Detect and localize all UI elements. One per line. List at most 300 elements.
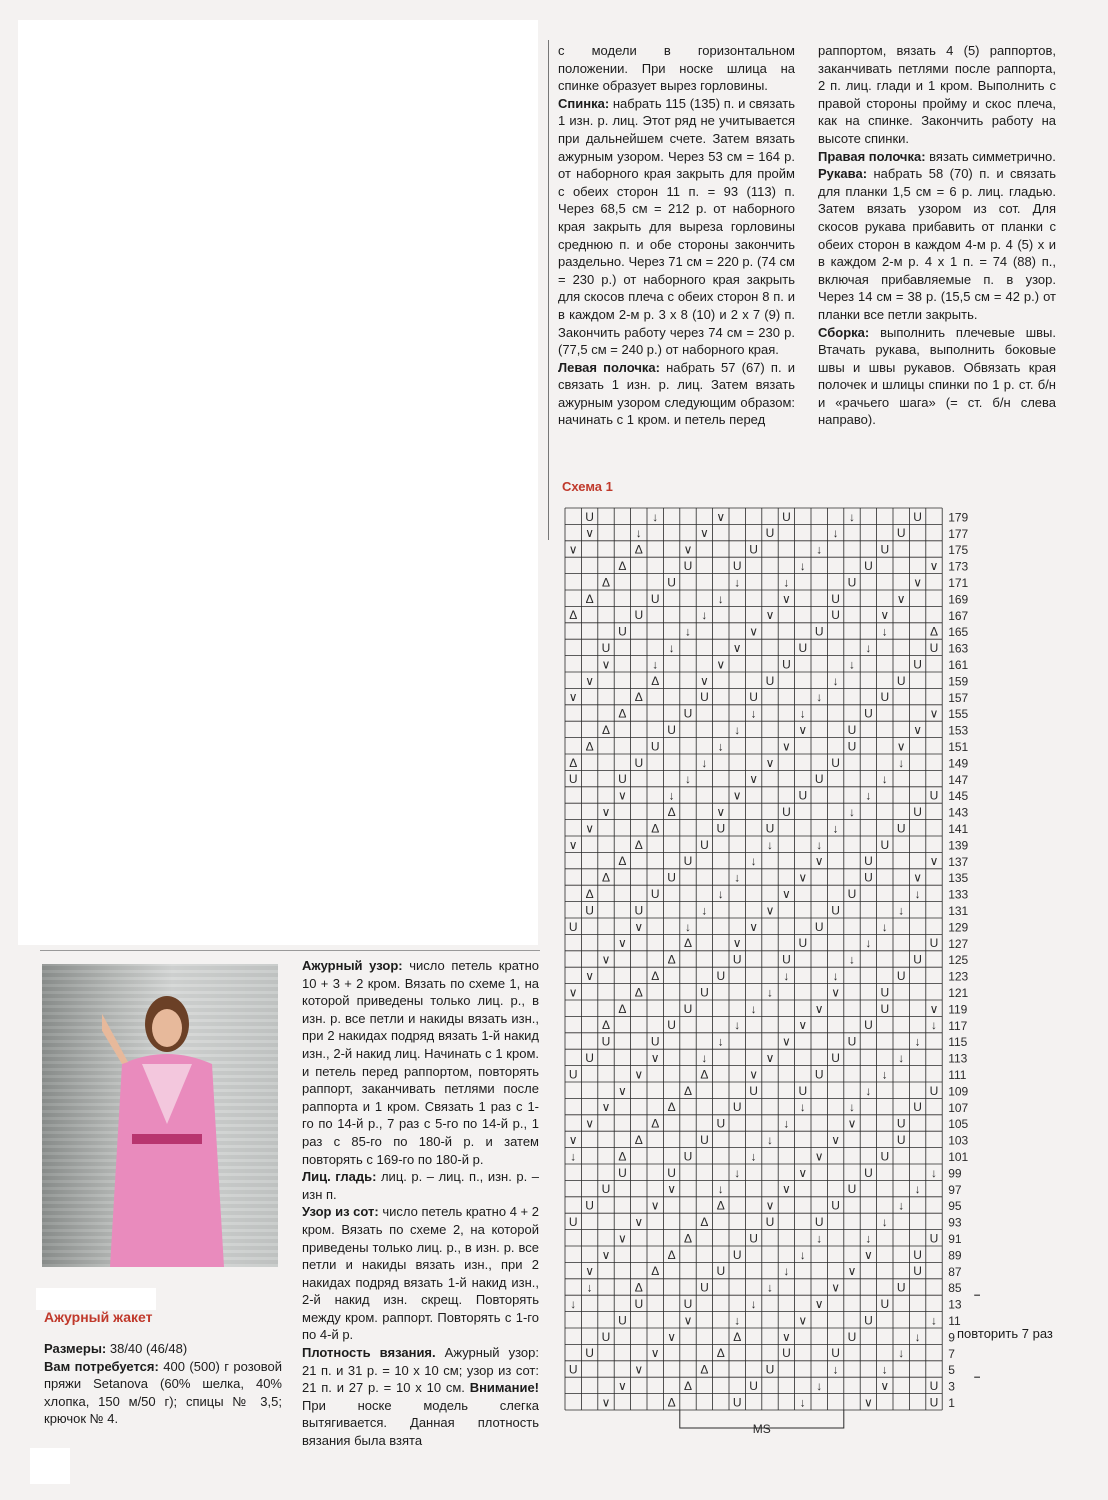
row-number: 141 xyxy=(948,822,969,837)
chart-symbol: U xyxy=(880,985,890,1000)
chart-symbol: ↓ xyxy=(734,1018,741,1033)
chart-symbol: ↓ xyxy=(570,1149,577,1164)
openwork-text: число петель кратно 10 + 3 + 2 кром. Вязать по схеме 1, на которой приведены только лиц. р., в изн. р. все петли и накиды вязать изн., при 2 накидах подряд вязать 1-й накид изн., 2-й накид лиц. Начинать с 1 кром. и петель перед раппортом, повторять раппорт, заканчивать петлями после раппорта и 1 кром. Связать 1 раз с 1-го по 14-й р., 7 раз с 5-го по 14-й р., 1 раз с 85-го по 180-й р. и затем повторять с 169-го по 180-й р. xyxy=(302,958,539,1167)
chart-symbol: ∨ xyxy=(700,526,709,541)
page-number-box xyxy=(30,1448,70,1484)
chart-symbol: Δ xyxy=(634,542,643,557)
need-label: Вам потребуется: xyxy=(44,1358,159,1374)
row-number: 1 xyxy=(948,1396,955,1411)
right-front-label: Правая полочка: xyxy=(818,148,926,164)
row-number: 3 xyxy=(948,1379,955,1394)
section-divider xyxy=(40,950,540,951)
column-divider xyxy=(548,40,549,540)
chart-symbol: U xyxy=(864,854,873,869)
chart-symbol: Δ xyxy=(618,854,627,869)
chart-symbol: ∨ xyxy=(634,1362,644,1377)
chart-symbol: ↓ xyxy=(701,755,708,770)
chart-symbol: ∨ xyxy=(765,903,775,918)
chart-symbol: Δ xyxy=(585,739,594,754)
chart-symbol: U xyxy=(913,1264,922,1279)
ms-label: MS xyxy=(752,1422,771,1435)
chart-symbol: U xyxy=(913,952,922,967)
chart-symbol: Δ xyxy=(733,1329,742,1344)
chart-symbol: ∨ xyxy=(913,870,922,885)
openwork-label: Ажурный узор: xyxy=(302,958,403,973)
chart-symbol: ↓ xyxy=(586,1280,593,1295)
row-number: 11 xyxy=(948,1314,961,1329)
chart-symbol: ↓ xyxy=(832,673,839,688)
chart-symbol: U xyxy=(732,952,742,967)
chart-symbol: U xyxy=(913,804,922,819)
chart-symbol: U xyxy=(929,1231,939,1246)
chart-symbol: U xyxy=(716,968,726,983)
chart-symbol: ↓ xyxy=(685,624,691,639)
chart-symbol: ∨ xyxy=(601,1247,611,1262)
chart-symbol: Δ xyxy=(651,821,660,836)
chart-symbol: ↓ xyxy=(865,640,872,655)
chart-symbol: ∨ xyxy=(847,1116,857,1131)
chart-symbol: U xyxy=(864,558,873,573)
left-front-text: набрать 57 (67) п. и связать 1 изн. р. лиц. Затем вязать ажурным узором следующим образом: начинать с 1 кром. и петель перед xyxy=(558,359,795,428)
chart-symbol: ↓ xyxy=(734,1313,741,1328)
chart-symbol: ↓ xyxy=(701,608,708,623)
row-number: 95 xyxy=(948,1199,962,1214)
chart-symbol: U xyxy=(716,821,726,836)
chart-symbol: U xyxy=(864,1313,873,1328)
chart-symbol: U xyxy=(913,657,922,672)
row-number: 123 xyxy=(948,969,969,984)
chart-symbol: ↓ xyxy=(783,968,790,983)
chart-symbol: U xyxy=(568,1214,578,1229)
chart-symbol: ↓ xyxy=(783,1116,790,1131)
knitting-chart xyxy=(560,505,980,1435)
chart-symbol: U xyxy=(880,837,890,852)
chart-symbol: ∨ xyxy=(634,1214,644,1229)
row-number: 85 xyxy=(948,1281,962,1296)
chart-symbol: Δ xyxy=(634,1280,643,1295)
row-number: 91 xyxy=(948,1232,962,1247)
chart-symbol: Δ xyxy=(651,968,660,983)
chart-symbol: ∨ xyxy=(831,1280,840,1295)
intro-text: с модели в горизонтальном положении. При носке шлица на спинке образует вырез горловины. xyxy=(558,43,795,94)
chart-symbol: ∨ xyxy=(929,558,939,573)
chart-symbol: U xyxy=(650,739,660,754)
chart-symbol: ∨ xyxy=(749,772,758,787)
chart-symbol: U xyxy=(831,1346,840,1361)
chart-symbol: ∨ xyxy=(650,1050,660,1065)
chart-symbol: U xyxy=(847,739,857,754)
chart-symbol: Δ xyxy=(716,1198,725,1213)
chart-symbol: U xyxy=(667,722,676,737)
chart-symbol: ↓ xyxy=(881,1214,888,1229)
chart-symbol: ∨ xyxy=(568,985,578,1000)
chart-symbol: U xyxy=(782,509,791,524)
chart-symbol: U xyxy=(683,854,693,869)
chart-symbol: ∨ xyxy=(782,739,791,754)
chart-symbol: ↓ xyxy=(767,985,773,1000)
chart-symbol: ∨ xyxy=(618,936,627,951)
chart-symbol: Δ xyxy=(716,1346,725,1361)
chart-symbol: U xyxy=(782,1346,791,1361)
chart-symbol: U xyxy=(929,788,939,803)
chart-symbol: Δ xyxy=(651,673,660,688)
right-front-text: вязать симметрично. xyxy=(925,148,1056,164)
chart-symbol: U xyxy=(847,575,857,590)
chart-symbol: ↓ xyxy=(799,1247,806,1262)
chart-symbol: U xyxy=(847,1034,857,1049)
chart-symbol: ∨ xyxy=(782,886,791,901)
chart-symbol: U xyxy=(798,788,808,803)
chart-symbol: U xyxy=(896,673,906,688)
chart-symbol: U xyxy=(749,1378,758,1393)
materials-text xyxy=(44,1340,282,1428)
chart-symbol: U xyxy=(601,1182,611,1197)
chart-symbol: ↓ xyxy=(685,772,691,787)
chart-symbol: ∨ xyxy=(896,739,906,754)
chart-symbol: ↓ xyxy=(685,919,691,934)
chart-symbol: ∨ xyxy=(929,706,939,721)
chart-symbol: U xyxy=(568,919,578,934)
chart-symbol: ∨ xyxy=(798,1165,808,1180)
chart-symbol: ↓ xyxy=(881,772,888,787)
chart-symbol: U xyxy=(814,624,824,639)
chart-symbol: U xyxy=(601,640,611,655)
chart-symbol: ∨ xyxy=(683,1313,693,1328)
chart-symbol: U xyxy=(814,1067,824,1082)
row-number: 171 xyxy=(948,576,969,591)
chart-symbol: U xyxy=(667,575,676,590)
chart-symbol: U xyxy=(798,1083,808,1098)
row-number: 107 xyxy=(948,1100,969,1115)
chart-symbol: ∨ xyxy=(585,673,594,688)
chart-symbol: ↓ xyxy=(783,1264,790,1279)
row-number: 163 xyxy=(948,641,969,656)
chart-symbol: ↓ xyxy=(816,1231,823,1246)
chart-symbol: U xyxy=(700,985,709,1000)
chart-symbol: ∨ xyxy=(782,1329,791,1344)
chart-symbol: U xyxy=(896,1132,906,1147)
chart-symbol: U xyxy=(896,1280,906,1295)
chart-symbol: ∨ xyxy=(798,1018,808,1033)
sleeves-text: набрать 58 (70) п. и связать для планки 1,5 см = 6 р. лиц. гладью. Затем вязать узором из сот. Для скосов рукава прибавить от планки с обеих сторон в каждом 4-м р. 4 (5) х и в каждом 2-м р. 4 х 1 п. = 74 (88) п., включая прибавляемые п. в узор. Через 14 см = 38 р. (15,5 см = 42 р.) от планки все петли закрыть. xyxy=(818,166,1056,322)
chart-symbol: ∨ xyxy=(585,821,594,836)
chart-symbol: ↓ xyxy=(750,1149,757,1164)
chart-symbol: U xyxy=(814,919,824,934)
chart-symbol: U xyxy=(683,1296,693,1311)
chart-symbol: U xyxy=(650,886,660,901)
chart-symbol: U xyxy=(634,903,644,918)
chart-symbol: U xyxy=(765,673,775,688)
chart-symbol: ∨ xyxy=(896,591,906,606)
chart-symbol: ∨ xyxy=(864,1247,873,1262)
chart-symbol: Δ xyxy=(651,1116,660,1131)
chart-symbol: U xyxy=(667,1018,676,1033)
chart-symbol: ∨ xyxy=(831,1132,840,1147)
pattern-instructions xyxy=(302,957,539,1450)
chart-symbol: ↓ xyxy=(849,1100,855,1115)
chart-symbol: ∨ xyxy=(667,1329,676,1344)
row-number: 133 xyxy=(948,887,969,902)
left-front-label: Левая полочка: xyxy=(558,359,660,375)
chart-symbol: U xyxy=(929,640,939,655)
chart-symbol: ↓ xyxy=(767,837,773,852)
stockinette-label: Лиц. гладь: xyxy=(302,1169,377,1185)
chart-symbol: U xyxy=(782,804,791,819)
chart-symbol: ↓ xyxy=(914,1329,921,1344)
chart-symbol: ∨ xyxy=(798,870,808,885)
chart-symbol: Δ xyxy=(667,1100,676,1115)
chart-symbol: U xyxy=(831,608,840,623)
chart-symbol: ∨ xyxy=(716,509,726,524)
chart-symbol: ↓ xyxy=(816,690,823,705)
chart-symbol: U xyxy=(831,1198,840,1213)
gauge-label: Плотность вязания. xyxy=(302,1345,436,1361)
row-number: 157 xyxy=(948,690,969,705)
chart-symbol: U xyxy=(568,1067,578,1082)
chart-symbol: ∨ xyxy=(568,542,578,557)
chart-symbol: ∨ xyxy=(618,1231,627,1246)
row-number: 119 xyxy=(948,1002,968,1017)
chart-symbol: ↓ xyxy=(635,526,642,541)
chart-symbol: U xyxy=(847,1329,857,1344)
row-number: 165 xyxy=(948,625,969,640)
chart-symbol: ↓ xyxy=(668,788,675,803)
chart-symbol: ↓ xyxy=(816,1378,823,1393)
chart-symbol: Δ xyxy=(651,1264,660,1279)
chart-symbol: Δ xyxy=(585,591,594,606)
chart-symbol: Δ xyxy=(667,1395,676,1410)
row-number: 161 xyxy=(948,658,969,673)
chart-symbol: Δ xyxy=(667,1247,676,1262)
chart-symbol: ∨ xyxy=(650,1198,660,1213)
chart-symbol: U xyxy=(782,657,791,672)
chart-symbol: ↓ xyxy=(849,952,855,967)
row-number: 169 xyxy=(948,592,969,607)
chart-symbol: ↓ xyxy=(816,542,823,557)
chart-symbol: ∨ xyxy=(700,673,709,688)
assembly-text: выполнить плечевые швы. Втачать рукава, выполнить боковые швы и швы рукавов. Обвязать края полочек и шлицы спинки по 1 р. ст. б/н и «рачьего шага» (= ст. б/н слева направо). xyxy=(818,324,1056,428)
row-number: 155 xyxy=(948,707,969,722)
chart-symbol: ∨ xyxy=(732,936,742,951)
row-number: 121 xyxy=(948,986,969,1001)
chart-symbol: ∨ xyxy=(732,788,742,803)
chart-symbol: Δ xyxy=(700,1362,709,1377)
sizes-value: 38/40 (46/48) xyxy=(106,1341,188,1356)
chart-symbol: Δ xyxy=(683,1378,693,1393)
chart-symbol: U xyxy=(749,1231,758,1246)
chart-symbol: ↓ xyxy=(799,1100,806,1115)
chart-symbol: ∨ xyxy=(782,1182,791,1197)
row-number: 151 xyxy=(948,740,969,755)
back-text: набрать 115 (135) п. и связать 1 изн. р. лиц. Этот ряд не учитывается при дальнейшем счете. Затем вязать ажурным узором. Через 53 см = 164 р. от наборного края закрыть для пройм с обеих сторон 11 п. = 93 (113) п. Через 68,5 см = 212 р. от наборного края закрыть для выреза горловины среднюю п. и обе стороны закончить раздельно. Через 71 см = 220 р. (74 см = 230 р.) от наборного края закрыть для скосов плеча с обеих сторон 8 п. и в каждом 2-м р. 3 х 8 (10) и 2 х 7 (9) п. Закончить работу через 74 см = 230 р. (77,5 см = 240 р.) от наборного края. xyxy=(558,95,795,358)
chart-symbol: U xyxy=(831,591,840,606)
chart-symbol: U xyxy=(585,1346,594,1361)
chart-symbol: ∨ xyxy=(716,657,726,672)
chart-symbol: ∨ xyxy=(929,854,939,869)
row-number: 5 xyxy=(948,1363,955,1378)
chart-symbol: ↓ xyxy=(898,1050,905,1065)
chart-symbol: U xyxy=(700,690,709,705)
row-number: 149 xyxy=(948,756,969,771)
chart-symbol: U xyxy=(896,821,906,836)
row-number: 117 xyxy=(948,1018,968,1033)
chart-symbol: ∨ xyxy=(601,1395,611,1410)
chart-symbol: ∨ xyxy=(749,624,758,639)
chart-symbol: ↓ xyxy=(832,526,839,541)
chart-symbol: ↓ xyxy=(652,657,659,672)
chart-symbol: U xyxy=(929,1395,939,1410)
chart-symbol: ↓ xyxy=(652,509,659,524)
chart-symbol: U xyxy=(896,968,906,983)
chart-symbol: Δ xyxy=(601,722,611,737)
chart-symbol: U xyxy=(618,772,627,787)
gauge-text: Ажурный узор: 21 п. и 31 р. = 10 х 10 см; узор из сот: 21 п. и 27 р. = 10 х 10 см. xyxy=(302,1345,539,1396)
chart-symbol: U xyxy=(929,1083,939,1098)
chart-symbol: ↓ xyxy=(898,903,905,918)
row-number: 89 xyxy=(948,1248,962,1263)
chart-symbol: ↓ xyxy=(898,755,905,770)
chart-symbol: ∨ xyxy=(782,591,791,606)
chart-symbol: Δ xyxy=(634,690,643,705)
chart-symbol: U xyxy=(634,608,644,623)
back-front-instructions xyxy=(558,42,795,429)
model-figure xyxy=(102,984,232,1267)
chart-symbol: ↓ xyxy=(783,575,790,590)
row-number: 13 xyxy=(948,1297,962,1312)
chart-symbol: Δ xyxy=(618,1149,627,1164)
chart-symbol: U xyxy=(765,1362,775,1377)
chart-symbol: U xyxy=(896,526,906,541)
chart-symbol: ↓ xyxy=(799,706,806,721)
chart-symbol: ∨ xyxy=(601,952,611,967)
need-value: 400 (500) г розовой пряжи Setanova (60% шелка, 40% хлопка, 150 м/50 г); спицы № 3,5; крючок № 4. xyxy=(44,1358,283,1427)
chart-symbol: Δ xyxy=(929,624,939,639)
chart-grid xyxy=(565,508,942,1410)
chart-symbol: U xyxy=(880,542,890,557)
model-photo xyxy=(42,964,278,1267)
chart-symbol: ↓ xyxy=(717,1182,724,1197)
chart-symbol: ↓ xyxy=(767,1280,773,1295)
chart-symbol: ∨ xyxy=(568,690,578,705)
row-number: 115 xyxy=(948,1035,968,1050)
chart-symbol: U xyxy=(880,1001,890,1016)
row-number: 143 xyxy=(948,805,969,820)
chart-symbol: U xyxy=(798,640,808,655)
chart-symbol: ↓ xyxy=(914,886,921,901)
chart-symbol: U xyxy=(864,1018,873,1033)
chart-symbol: U xyxy=(847,722,857,737)
chart-symbol: ↓ xyxy=(717,739,724,754)
chart-symbol: U xyxy=(814,772,824,787)
row-number: 111 xyxy=(948,1068,967,1083)
chart-symbol: U xyxy=(650,1034,660,1049)
assembly-label: Сборка: xyxy=(818,324,870,340)
chart-symbol: Δ xyxy=(601,870,611,885)
chart-symbol: U xyxy=(601,1034,611,1049)
chart-symbol: U xyxy=(700,1280,709,1295)
chart-symbol: Δ xyxy=(700,1067,709,1082)
chart-symbol: ↓ xyxy=(849,509,855,524)
chart-symbol: ↓ xyxy=(881,1067,888,1082)
chart-symbol: U xyxy=(864,870,873,885)
row-number: 147 xyxy=(948,772,969,787)
row-number: 105 xyxy=(948,1117,969,1132)
chart-symbol: ↓ xyxy=(750,1296,757,1311)
chart-symbol: ↓ xyxy=(717,1034,724,1049)
row-number: 109 xyxy=(948,1084,969,1099)
chart-symbol: U xyxy=(683,558,693,573)
chart-symbol: ↓ xyxy=(816,837,823,852)
stockinette-text: лиц. р. – лиц. п., изн. р. – изн п. xyxy=(302,1169,540,1202)
chart-symbol: ∨ xyxy=(913,722,922,737)
honeycomb-text: число петель кратно 4 + 2 кром. Вязать по схеме 2, на которой приведены только лиц. р., в изн. р. все петли и накиды вязать изн., при 2 накидах подряд вязать 1-й накид изн., 2-й накид изн. скрещ. Повторять между кром. раппорт. Повторять с 1-го по 4-й р. xyxy=(302,1204,539,1343)
chart-symbol: ↓ xyxy=(865,1083,872,1098)
chart-symbol: U xyxy=(929,1378,939,1393)
chart-symbol: ↓ xyxy=(865,788,872,803)
chart-symbol: ↓ xyxy=(898,1198,905,1213)
chart-symbol: U xyxy=(683,1001,693,1016)
chart-symbol: ∨ xyxy=(732,640,742,655)
chart-symbol: U xyxy=(864,706,873,721)
chart-symbol: U xyxy=(831,1050,840,1065)
chart-symbol: U xyxy=(913,509,922,524)
row-number: 135 xyxy=(948,871,969,886)
chart-symbol: ∨ xyxy=(913,575,922,590)
chart-symbol: U xyxy=(765,526,775,541)
row-number: 139 xyxy=(948,838,969,853)
chart-symbol: ∨ xyxy=(864,1395,873,1410)
chart-symbol: Δ xyxy=(667,804,676,819)
chart-symbol: ∨ xyxy=(585,1264,594,1279)
row-number: 159 xyxy=(948,674,969,689)
chart-symbol: Δ xyxy=(683,1083,693,1098)
chart-symbol: U xyxy=(847,1182,857,1197)
chart-symbol: U xyxy=(618,1165,627,1180)
chart-symbol: ↓ xyxy=(717,886,724,901)
chart-symbol: U xyxy=(634,755,644,770)
chart-symbol: U xyxy=(732,558,742,573)
chart-symbol: Δ xyxy=(585,886,594,901)
chart-symbol: ∨ xyxy=(585,968,594,983)
row-number: 177 xyxy=(948,526,969,541)
sleeves-assembly-instructions xyxy=(818,42,1056,429)
chart-symbol: U xyxy=(667,1165,676,1180)
sleeves-label: Рукава: xyxy=(818,166,868,182)
chart-symbol: ∨ xyxy=(782,1034,791,1049)
chart-symbol: ↓ xyxy=(881,624,888,639)
chart-symbol: U xyxy=(716,1116,726,1131)
chart-symbol: U xyxy=(880,1149,890,1164)
chart-symbol: U xyxy=(814,1214,824,1229)
chart-symbol: U xyxy=(831,903,840,918)
attention-text: При носке модель слегка вытягивается. Данная плотность вязания была взята xyxy=(302,1397,539,1449)
chart-symbol: U xyxy=(765,821,775,836)
row-number: 137 xyxy=(948,854,969,869)
chart-symbol: U xyxy=(700,837,709,852)
chart-symbol: ↓ xyxy=(832,1362,839,1377)
chart-symbol: ∨ xyxy=(814,1001,824,1016)
chart-symbols xyxy=(569,510,939,1410)
chart-symbol: U xyxy=(585,903,594,918)
chart-symbol: Δ xyxy=(601,575,611,590)
chart-symbol: ∨ xyxy=(601,657,611,672)
chart-symbol: ∨ xyxy=(634,919,644,934)
chart-symbol: U xyxy=(864,1165,873,1180)
chart-symbol: Δ xyxy=(700,1214,709,1229)
chart-symbol: ∨ xyxy=(618,788,627,803)
chart-symbol: U xyxy=(831,755,840,770)
chart-symbol: U xyxy=(585,1198,594,1213)
